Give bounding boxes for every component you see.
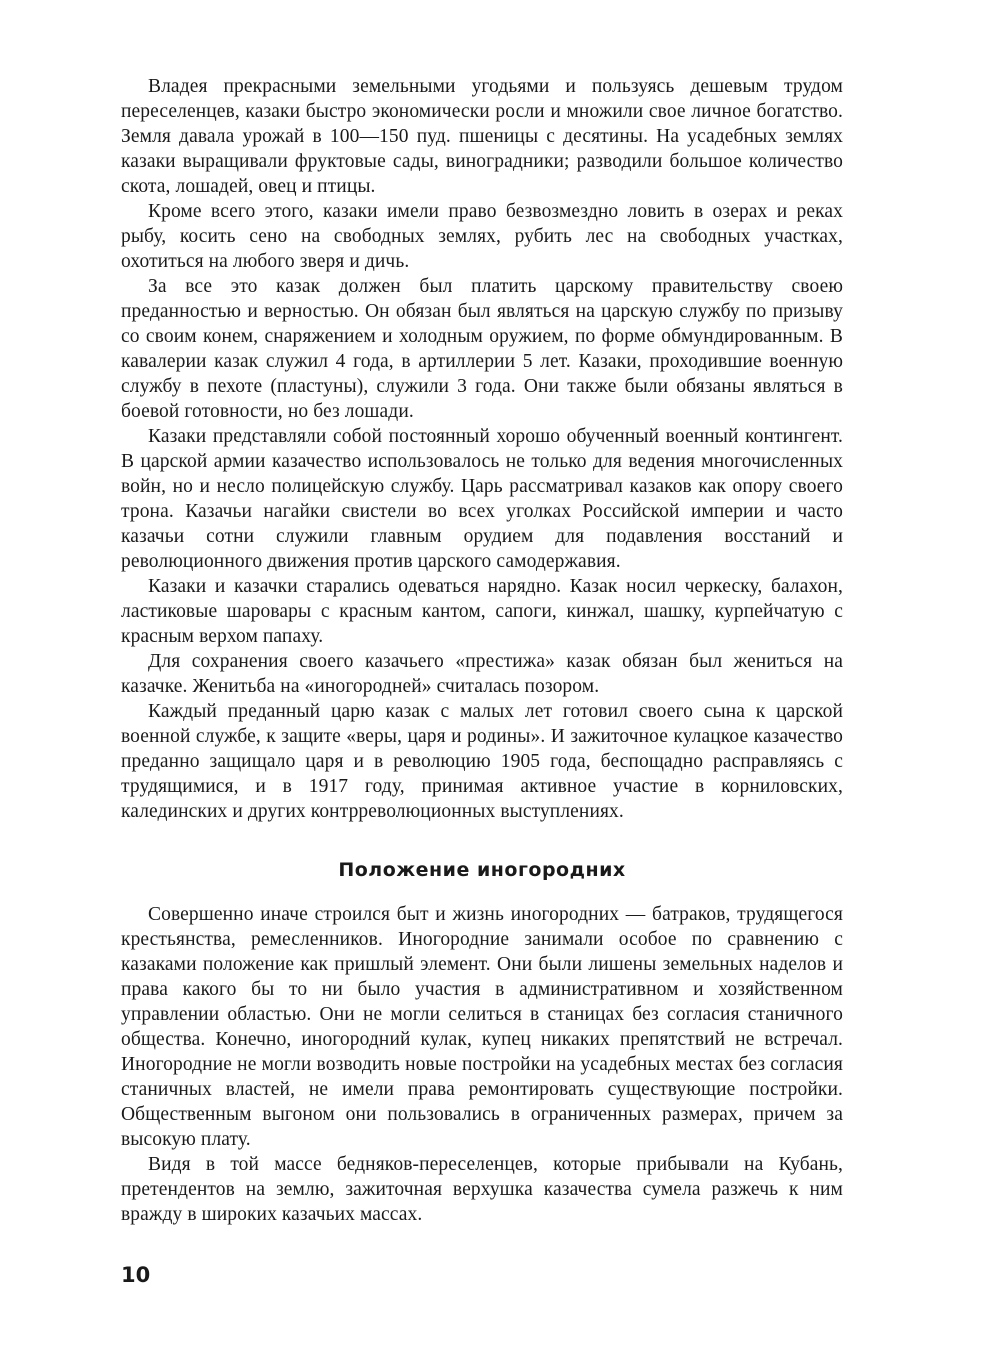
paragraph: Кроме всего этого, казаки имели право безвозмездно ловить в озерах и реках рыбу, косить сено на свободных землях, рубить лес на свободных участках, охотиться на любого зверя и дичь. [121,201,843,272]
section-heading: Положение иногородних [338,859,626,881]
paragraph: Совершенно иначе строился быт и жизнь иногородних — батраков, трудящегося крестьянства, ремесленников. Иногородние занимали особое по сравнению с казаками положение как пришлый элемент. Они были лишены земельных наделов и права какого бы то ни было участия в административном и хозяйственном управлении областью. Они не могли селиться в станицах без согласия станичного общества. Конечно, иногородний кулак, купец никаких препятствий не встречал. Иногородние не могли возводить новые постройки на усадебных местах без согласия станичных властей, не имели права ремонтировать существующие постройки. Общественным выгоном они пользовались в ограниченных размерах, причем за высокую плату. [121,904,843,1150]
paragraph: Казаки представляли собой постоянный хорошо обученный военный контингент. В царской армии казачество использовалось не только для ведения многочисленных войн, но и несло полицейскую службу. Царь рассматривал казаков как опору своего трона. Казачьи нагайки свистели во всех уголках Российской империи и часто казачьи сотни служили главным орудием для подавления восстаний и революционного движения против царского самодержавия. [121,426,843,572]
paragraph: Каждый преданный царю казак с малых лет готовил своего сына к царской военной службе, к защите «веры, царя и родины». И зажиточное кулацкое казачество преданно защищало царя и в революцию 1905 года, беспощадно расправляясь с трудящимися, и в 1917 году, принимая активное участие в корниловских, калединских и других контрреволюционных выступлениях. [121,701,843,822]
page-number: 10 [121,1263,151,1287]
page-body [121,74,843,1227]
paragraph: За все это казак должен был платить царскому правительству своею преданностью и верностью. Он обязан был являться на царскую службу по призыву со своим конем, снаряжением и холодным оружием, по форме обмундированным. В кавалерии казак служил 4 года, в артиллерии 5 лет. Казаки, проходившие военную службу в пехоте (пластуны), служили 3 года. Они также были обязаны являться в боевой готовности, но без лошади. [121,276,843,422]
paragraph: Для сохранения своего казачьего «престижа» казак обязан был жениться на казачке. Женитьба на «иногородней» считалась позором. [121,651,843,697]
paragraph: Казаки и казачки старались одеваться нарядно. Казак носил черкеску, балахон, ластиковые шаровары с красным кантом, сапоги, кинжал, шашку, курпейчатую с красным верхом папаху. [121,576,843,647]
paragraph: Видя в той массе бедняков-переселенцев, которые прибывали на Кубань, претендентов на землю, зажиточная верхушка казачества сумела разжечь к ним вражду в широких казачьих массах. [121,1154,843,1225]
paragraph: Владея прекрасными земельными угодьями и пользуясь дешевым трудом переселенцев, казаки быстро экономически росли и множили свое личное богатство. Земля давала урожай в 100—150 пуд. пшеницы с десятины. На усадебных землях казаки выращивали фруктовые сады, виноградники; разводили большое количество скота, лошадей, овец и птицы. [121,76,843,197]
